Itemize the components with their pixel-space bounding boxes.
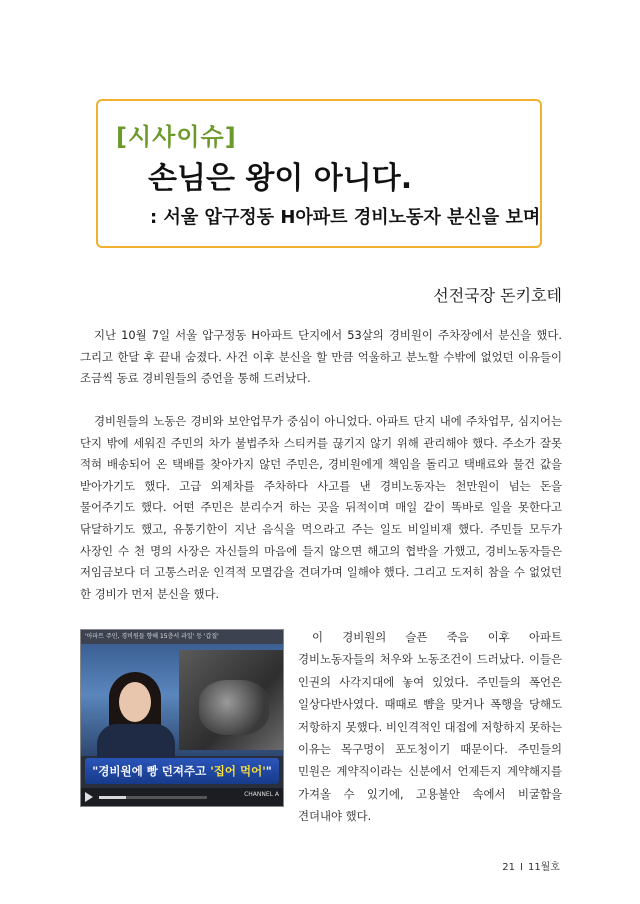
banner-text-2: " <box>265 764 272 778</box>
news-top-caption: '아파트 주민, 경비원들 향해 15층서 과일' 등 '갑질' <box>81 630 284 644</box>
paragraph-3: 이 경비원의 슬픈 죽음 이후 아파트 경비노동자들의 처우와 노동조건이 드러났다. 이들은 인권의 사각지대에 놓여 있었다. 주민들의 폭언은 일상다반사였다. 때때로 뺨을 맞거나 폭행을 당해도 저항하지 못했다. 비인격적인 대접에 저항하지 못하는 이유는 목구멍이 포도청이기 때문이다. 주민들의 민원은 계약직이라는 신분에서 언제든지 계약해지를 가져올 수 있기에, 고용불안 속에서 비굴함을 견뎌내야 했다. <box>298 630 562 824</box>
banner-highlight: '집어 먹어' <box>210 764 266 778</box>
news-broadcast-image <box>80 629 284 807</box>
page-footer <box>502 858 560 873</box>
anchor-face <box>119 682 151 722</box>
article-title: 손님은 왕이 아니다. <box>148 161 413 196</box>
video-progress-bar[interactable] <box>99 796 207 799</box>
issue-label: 11월호 <box>527 862 560 873</box>
news-screen-figure <box>199 680 269 735</box>
video-controls-bar <box>81 788 283 806</box>
footer-separator: I <box>520 862 523 873</box>
news-studio-background <box>81 644 283 756</box>
play-icon[interactable] <box>85 792 93 802</box>
page-number: 21 <box>502 862 515 873</box>
author-byline: 선전국장 돈키호테 <box>433 286 562 305</box>
paragraph-2: 경비원들의 노동은 경비와 보안업무가 중심이 아니었다. 아파트 단지 내에 주차업무, 심지어는 단지 밖에 세워진 주민의 차가 불법주차 스티커를 끊기지 않기 위해 관리해야 했다. 주소가 잘못 적혀 배송되어 온 택배를 찾아가지 않던 주민은, 경비원에게 책임을 돌리고 택배료와 물건 값을 받아가기도 했다. 고급 외제차를 주차하다 사고를 낸 경비노동자는 천만원이 넘는 돈을 물어주기도 했다. 어떤 주민은 분리수거 하는 곳을 뒤적이며 매일 같이 똑바로 일을 못한다고 닦달하기도 했고, 유통기한이 지난 음식을 먹으라고 주는 일도 비일비재 했다. 주민들 모두가 사장인 수 천 명의 사장은 자신들의 마음에 들지 않으면 해고의 협박을 가했고, 경비노동자들은 저임금보다 더 고통스러운 인격적 모멸감을 견뎌가며 일해야 했다. 그리고 도저히 참을 수 없었던 한 경비가 먼저 분신을 했다. <box>80 414 562 601</box>
channel-logo: CHANNEL A <box>244 791 279 798</box>
title-box <box>96 99 542 248</box>
banner-text-1: "경비원에 빵 던져주고 <box>92 764 211 778</box>
video-progress-fill <box>99 796 126 799</box>
article-subtitle: : 서울 압구정동 H아파트 경비노동자 분신을 보며 <box>150 207 541 228</box>
paragraph-1: 지난 10월 7일 서울 압구정동 H아파트 단지에서 53살의 경비원이 주차장에서 분신을 했다. 그리고 한달 후 끝내 숨졌다. 사건 이후 분신을 할 만큼 억울하고 분노할 수밖에 없었던 이유들이 조금씩 동료 경비원들의 증언을 통해 드러났다. <box>80 328 562 386</box>
news-headline-banner <box>85 758 279 784</box>
section-tag: [시사이슈] <box>116 123 237 151</box>
news-background-screen <box>179 650 283 750</box>
